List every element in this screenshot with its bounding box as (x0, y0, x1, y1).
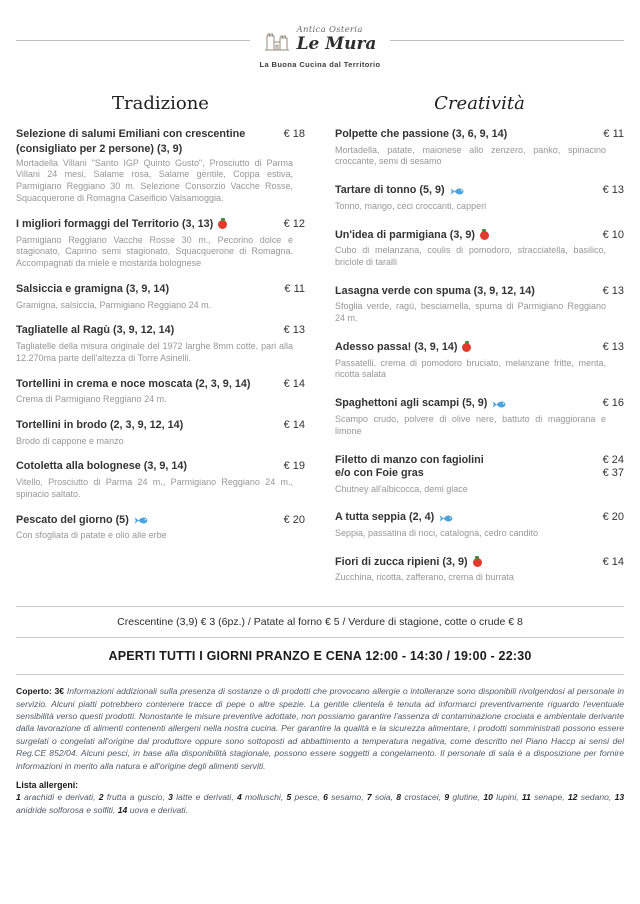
allergen-name: lupini, (496, 792, 519, 803)
dish-name: Cotoletta alla bolognese (3, 9, 14) (16, 460, 187, 473)
allergen-number: 2 (98, 792, 104, 803)
allergen-number: 6 (323, 792, 328, 803)
dish-description: Vitello, Prosciutto di Parma 24 m., Parmigiano Reggiano 24 m., spinacio saltato. (16, 476, 293, 499)
allergen-name: frutta a guscio, (106, 792, 165, 803)
logo-text (297, 26, 377, 54)
dish-price: € 20 (283, 513, 305, 526)
allergen-name: senape, (534, 792, 565, 803)
dish-description: Con sfogliata di patate e olio alle erbe (16, 530, 167, 541)
dish-description: Mortadella Villani "Santo IGP Quinto Gusto", Prosciutto di Parma Villani 24 mesi, Salame rosa, Salame gentile, Coppa estiva, Parmigiano Reggiano 30 m. Selezione Consorzio Vacche Rosse, Squacquerone di Romagna Caseificio Valsamoggia. (16, 157, 293, 204)
column-creativita (335, 128, 624, 600)
column-title-tradizione: Tradizione (112, 93, 209, 115)
tomato-icon (218, 220, 227, 229)
dish-name: Tortellini in brodo (2, 3, 9, 12, 14) (16, 419, 184, 432)
fish-icon (450, 187, 464, 196)
dish-description: Cubo di melanzana, coulis di pomodoro, stracciatella, basilico, briciole di taralli (335, 245, 606, 267)
logo (250, 26, 391, 54)
dish-price: € 12 (283, 218, 305, 231)
dish-description: Seppia, passatina di noci, catalogna, cedro candito (335, 527, 539, 538)
dish-name: Fiori di zucca ripieni (3, 9) (335, 555, 468, 568)
allergen-name: soia, (374, 792, 394, 803)
dish-description: Sfoglia verde, ragù, besciamella, spuma di Parmigiano Reggiano 24 m. (335, 301, 606, 324)
dish-name-alt: e/o con Foie gras (335, 467, 424, 480)
allergen-number: 13 (614, 792, 625, 803)
allergen-name: sesamo, (331, 792, 364, 803)
dish-price: € 13 (602, 341, 624, 354)
menu-item (335, 397, 624, 437)
menu-item (335, 341, 624, 381)
allergen-name: latte e derivati, (176, 792, 234, 803)
fish-icon (134, 516, 148, 525)
dish-price: € 16 (602, 397, 624, 410)
logo-tagline: La Buona Cucina dal Territorio (259, 60, 381, 70)
dish-description: Gramigna, salsiccia, Parmigiano Reggiano 24 m. (16, 299, 212, 310)
dish-price: € 14 (602, 555, 624, 568)
header-rule (16, 40, 250, 41)
allergen-name: anidride solforosa e solfiti, (16, 805, 116, 816)
header-rule (390, 40, 624, 41)
dish-price: € 13 (602, 184, 624, 197)
allergen-list (16, 791, 624, 817)
column-tradizione (16, 128, 305, 600)
dish-name: Pescato del giorno (5) (16, 513, 129, 526)
menu-item (16, 128, 305, 205)
dish-description: Mortadella, patate, maionese allo zenzero, panko, spinacino croccante, semi di sesamo (335, 144, 606, 167)
menu-item (335, 511, 624, 539)
dish-name: Spaghettoni agli scampi (5, 9) (335, 397, 488, 410)
divider (16, 674, 624, 675)
menu-item (335, 556, 624, 584)
castle-icon (264, 29, 290, 51)
allergen-number: 1 (16, 792, 21, 803)
allergen-name: crostacei, (404, 792, 442, 803)
allergen-list-title: Lista allergeni: (16, 780, 79, 791)
allergen-number: 11 (521, 792, 531, 803)
menu-item (16, 283, 305, 311)
dish-name: Tartare di tonno (5, 9) (335, 184, 445, 197)
dish-description: Tagliatelle della misura originale del 1972 larghe 8mm cotte, pari alla 12.270ma parte dell'altezza di Torre Asinelli. (16, 340, 293, 363)
dish-name: Un'idea di parmigiana (3, 9) (335, 228, 475, 241)
dish-description: Passatelli, crema di pomodoro bruciato, melanzane fritte, menta, ricotta salata (335, 357, 606, 380)
tomato-icon (473, 558, 482, 567)
dish-name: Lasagna verde con spuma (3, 9, 12, 14) (335, 284, 535, 297)
allergen-number: 14 (117, 805, 128, 816)
dish-price: € 11 (284, 283, 305, 296)
dish-description: Scampo crudo, polvere di olive nere, battuto di maggiorana e limone (335, 413, 606, 436)
dish-description: Chutney all'albicocca, demi glace (335, 483, 468, 494)
dish-price: € 18 (283, 128, 305, 141)
divider (16, 637, 624, 638)
menu-item (16, 419, 305, 447)
dish-subname: (consigliato per 2 persone) (3, 9) (16, 142, 183, 155)
menu-columns (16, 128, 624, 600)
column-title-creativita: Creatività (434, 93, 525, 115)
dish-name: Tortellini in crema e noce moscata (2, 3, 9, 14) (16, 377, 251, 390)
legal-text (16, 685, 624, 772)
dish-description: Crema di Parmigiano Reggiano 24 m. (16, 394, 167, 405)
allergen-number: 10 (483, 792, 493, 803)
dish-price: € 13 (602, 284, 624, 297)
allergen-number: 7 (366, 792, 372, 803)
logo-name-top: Antica Osteria (296, 25, 363, 35)
menu-item (16, 324, 305, 364)
hours-line: APERTI TUTTI I GIORNI PRANZO E CENA 12:00 - 14:30 / 19:00 - 22:30 (108, 649, 532, 664)
menu-item (16, 218, 305, 270)
allergen-number: 12 (567, 792, 578, 803)
fish-icon (439, 514, 453, 523)
dish-name: Adesso passa! (3, 9, 14) (335, 341, 458, 354)
menu-item (335, 285, 624, 325)
dish-price-alt: € 37 (602, 467, 624, 480)
allergen-name: pesce, (294, 792, 320, 803)
allergen-number: 9 (444, 792, 450, 803)
dish-description: Zucchina, ricotta, zafferano, crema di burrata (335, 572, 514, 583)
dish-name: I migliori formaggi del Territorio (3, 13) (16, 218, 214, 231)
dish-description: Brodo di cappone e manzo (16, 435, 124, 446)
allergen-number: 8 (396, 792, 402, 803)
menu-item (16, 460, 305, 500)
dish-name: Tagliatelle al Ragù (3, 9, 12, 14) (16, 324, 175, 337)
allergen-name: glutine, (452, 792, 481, 803)
menu-item (335, 128, 624, 168)
dish-description: Tonno, mango, ceci croccanti, capperi (335, 200, 487, 211)
dish-description: Parmigiano Reggiano Vacche Rosse 30 m., Pecorino dolce e stagionato, Caprino semi stagionato, Squacquerone di Romagna. Accompagnati da miele e mostarda bolognese (16, 234, 293, 269)
dish-price: € 19 (283, 460, 305, 473)
menu-item (335, 229, 624, 269)
divider (16, 606, 624, 607)
dish-name: A tutta seppia (2, 4) (335, 511, 435, 524)
dish-price: € 20 (602, 511, 624, 524)
allergen-number: 5 (286, 792, 292, 803)
allergen-name: sedano, (580, 792, 612, 803)
allergen-name: arachidi e derivati, (24, 792, 96, 803)
sides-line: Crescentine (3,9) € 3 (6pz.) / Patate al forno € 5 / Verdure di stagione, cotte o crude € 8 (117, 616, 523, 629)
dish-price: € 14 (283, 419, 305, 432)
dish-name: Salsiccia e gramigna (3, 9, 14) (16, 283, 170, 296)
dish-price: € 24 (602, 453, 624, 466)
dish-name: Selezione di salumi Emiliani con crescentine (16, 128, 246, 141)
fish-icon (492, 400, 506, 409)
menu-item (335, 184, 624, 212)
dish-price: € 14 (283, 377, 305, 390)
coperto-label: Coperto: 3€ (16, 686, 65, 697)
menu-item (16, 514, 305, 542)
menu-item (335, 454, 624, 496)
allergen-number: 3 (168, 792, 173, 803)
tomato-icon (480, 231, 489, 240)
tomato-icon (462, 343, 471, 352)
logo-name-main: Le Mura (296, 34, 377, 55)
allergen-name: uova e derivati. (129, 805, 188, 816)
dish-price: € 11 (603, 128, 624, 141)
header (16, 26, 624, 54)
dish-price: € 10 (602, 228, 624, 241)
allergen-name: molluschi, (245, 792, 284, 803)
column-titles (16, 93, 624, 114)
allergen-number: 4 (236, 792, 242, 803)
dish-name: Filetto di manzo con fagiolini (335, 453, 484, 466)
dish-name: Polpette che passione (3, 6, 9, 14) (335, 128, 508, 141)
legal-body: Informazioni addizionali sulla presenza di sostanze o di prodotti che provocano allergie o intolleranze sono disponibili rivolgendosi al personale in servizio. Alcuni piatti potrebbero contenere tracce di pepe o altre spezie. La gentile clientela è tenuta ad informarci preventivamente riguardo l'eventuale sensibilità verso questi prodotti. Nonostante le misure preventive adottate, non possiamo garantire l'assenza di contaminazione crociata e ambientale derivante dalla lavorazione di alimenti contenenti allergeni nella nostra cucina. Per garantire la qualità e la sicurezza alimentare, i prodotti somministrati possono essere surgelati o congelati all'origine dal produttore oppure sono sottoposti ad abbattimento a temperatura negativa, come descritto nel Piano Haccp ai sensi del Reg.CE 852/04. Alcuni pesci, in base alla disponibilità stagionale, possono essere soggetti a congelamento. Il personale di sala è a disposizione per fornire informazioni in merito alla natura e all'origine degli alimenti serviti. (16, 686, 625, 771)
menu-item (16, 378, 305, 406)
dish-price: € 13 (283, 324, 305, 337)
